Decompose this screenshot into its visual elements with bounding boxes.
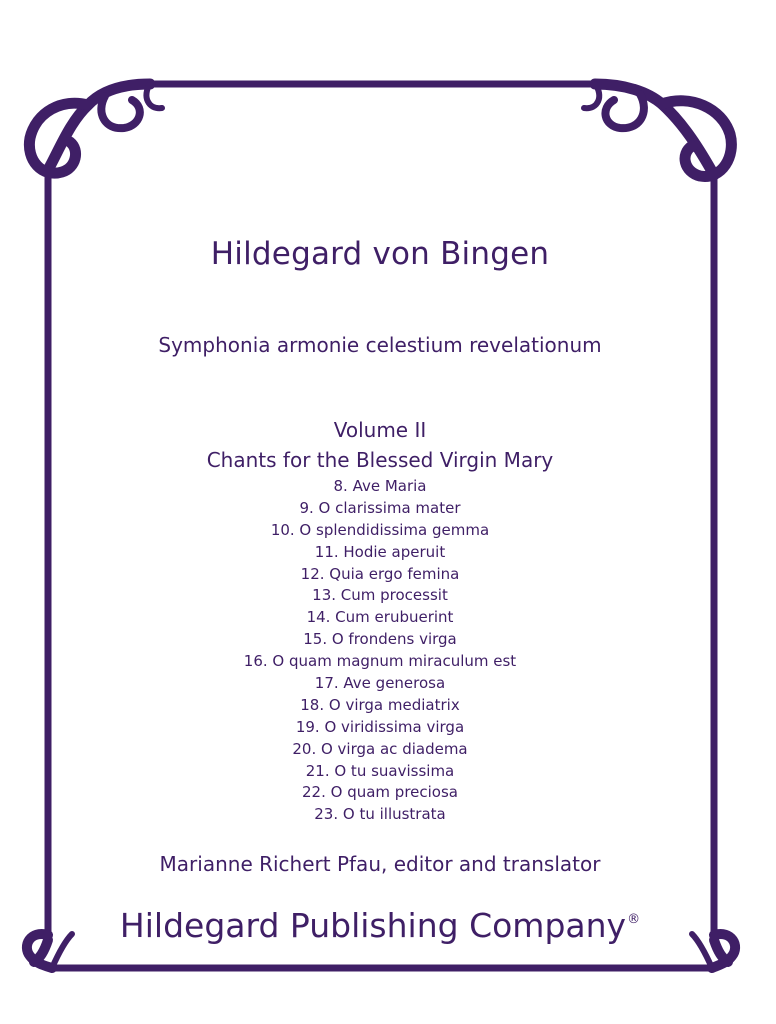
volume-label: Volume II: [333, 418, 427, 442]
chant-item: 19. O viridissima virga: [295, 717, 465, 736]
chant-item: 22. O quam preciosa: [302, 783, 458, 802]
collection-title: Symphonia armonie celestium revelationum: [158, 333, 602, 357]
chant-item: 18. O virga mediatrix: [300, 695, 460, 714]
publisher-label: Hildegard Publishing Company: [119, 906, 627, 945]
chant-item: 8. Ave Maria: [333, 477, 427, 495]
title-page: [50, 0, 710, 1024]
chant-item: 16. O quam magnum miraculum est: [243, 652, 517, 671]
chant-item: 17. Ave generosa: [314, 674, 446, 693]
chant-item: 13. Cum processit: [312, 586, 448, 605]
chant-item: 9. O clarissima mater: [299, 498, 461, 517]
chant-item: 15. O frondens virga: [303, 630, 457, 649]
chant-item: 21. O tu suavissima: [305, 761, 455, 780]
publisher-name: [50, 906, 710, 945]
chant-item: 20. O virga ac diadema: [292, 739, 468, 758]
registered-mark: ®: [627, 912, 641, 927]
chant-item: 10. O splendidissima gemma: [270, 520, 490, 539]
volume-subtitle: Chants for the Blessed Virgin Mary: [206, 448, 554, 472]
composer-name: Hildegard von Bingen: [210, 236, 550, 272]
chant-item: 23. O tu illustrata: [314, 805, 446, 824]
editor-credit: Marianne Richert Pfau, editor and translator: [159, 852, 601, 876]
chant-item: 14. Cum erubuerint: [306, 608, 454, 627]
chant-list: [50, 476, 710, 826]
chant-item: 12. Quia ergo femina: [300, 564, 460, 583]
chant-item: 11. Hodie aperuit: [314, 542, 446, 561]
